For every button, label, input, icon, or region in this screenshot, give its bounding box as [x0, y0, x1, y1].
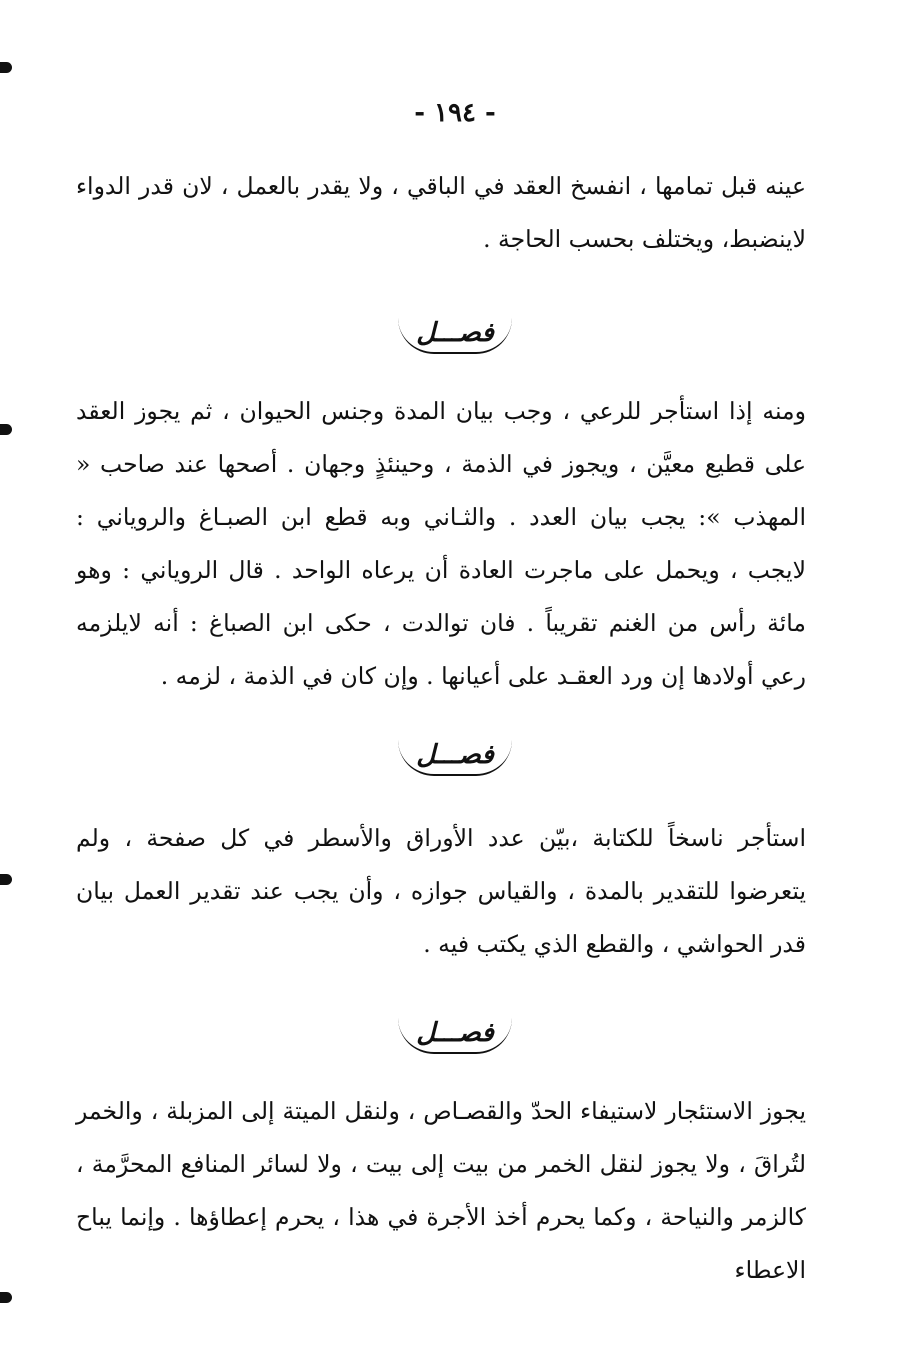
scan-edge-mark: [0, 62, 12, 73]
paragraph-2: استأجر ناسخاً للكتابة ،بيّن عدد الأوراق والأسطر في كل صفحة ، ولم يتعرضوا للتقدير بالمدة ، والقياس جوازه ، وأن يجب عند تقدير العمل بيان قدر الحواشي ، والقطع الذي يكتب فيه .: [76, 824, 806, 958]
paragraph-3: يجوز الاستئجار لاستيفاء الحدّ والقصـاص ، ولنقل الميتة إلى المزبلة ، والخمر لتُراقَ ، ولا يجوز لنقل الخمر من بيت إلى بيت ، ولا لسائر المنافع المحرَّمة ، كالزمر والنياحة ، وكما يحرم أخذ الأجرة في هذا ، يحرم إعطاؤها . وإنما يباح الاعطاء: [76, 1097, 806, 1284]
scan-edge-mark: [0, 424, 12, 435]
scan-edge-mark: [0, 1292, 12, 1303]
section-heading-3: [0, 1018, 910, 1054]
page-number: - ١٩٤ -: [414, 98, 496, 128]
intro-paragraph: عينه قبل تمامها ، انفسخ العقد في الباقي ، ولا يقدر بالعمل ، لان قدر الدواء لاينضبط، ويختلف بحسب الحاجة .: [76, 172, 806, 253]
paragraph-1: ومنه إذا استأجر للرعي ، وجب بيان المدة وجنس الحيوان ، ثم يجوز العقد على قطيع معيَّن ، ويجوز في الذمة ، وحينئذٍ وجهان . أصحها عند صاحب « المهذب »: يجب بيان العدد . والثـاني وبه قطع ابن الصبـاغ والروياني : لايجب ، ويحمل على ماجرت العادة أن يرعاه الواحد . قال الروياني : وهو مائة رأس من الغنم تقريباً . فان توالدت ، حكى ابن الصباغ : أنه لايلزمه رعي أولادها إن ورد العقـد على أعيانها . وإن كان في الذمة ، لزمه .: [76, 397, 806, 690]
section-heading-1: [0, 318, 910, 354]
section-heading-2-text: فصـــل: [398, 740, 512, 776]
section-heading-2: [0, 740, 910, 776]
section-heading-3-text: فصـــل: [398, 1018, 512, 1054]
scan-edge-mark: [0, 874, 12, 885]
section-heading-1-text: فصـــل: [398, 318, 512, 354]
